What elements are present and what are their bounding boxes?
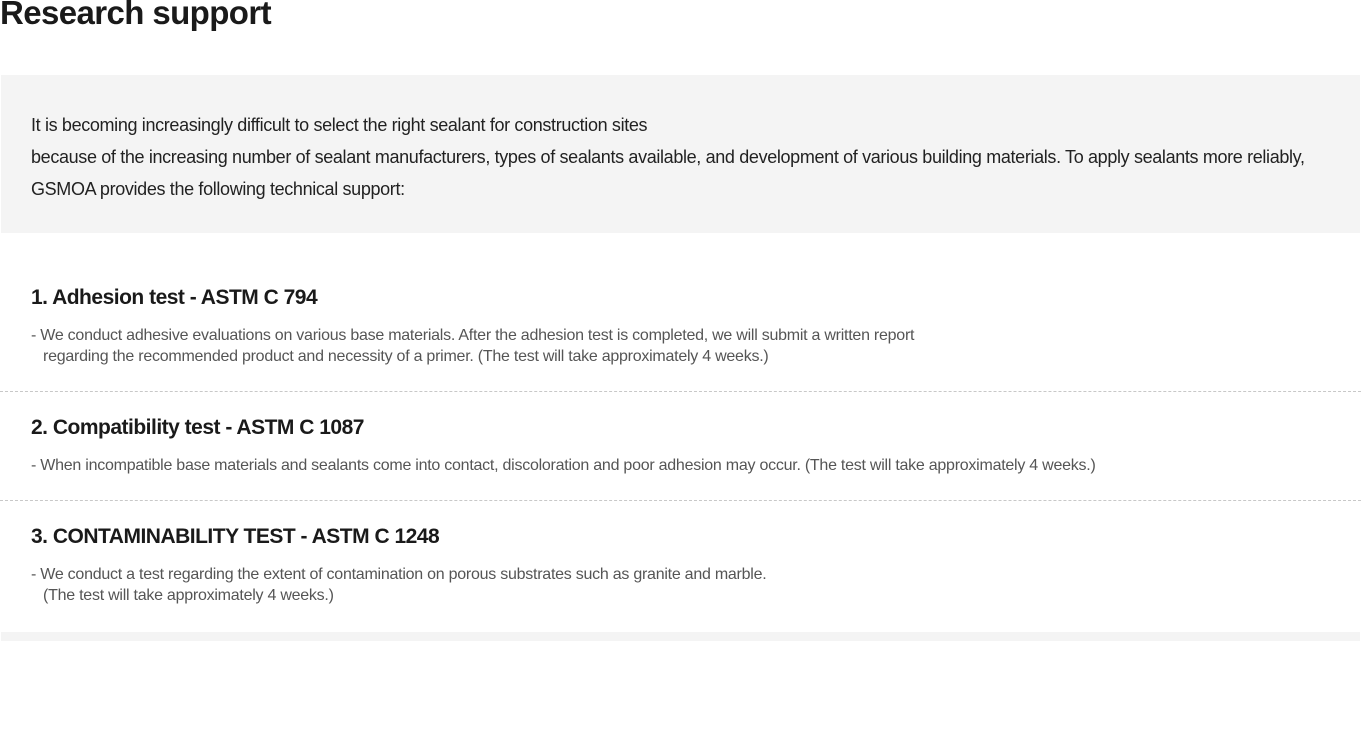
item-description-line: (The test will take approximately 4 weeks.) xyxy=(43,587,334,604)
divider xyxy=(0,500,1361,501)
item-title: 2. Compatibility test - ASTM C 1087 xyxy=(31,416,364,439)
item-description xyxy=(31,564,766,606)
item-description-line: - When incompatible base materials and sealants come into contact, discoloration and poor adhesion may occur. (The test will take approximately 4 weeks.) xyxy=(31,457,1096,474)
item-description-line: - We conduct a test regarding the extent of contamination on porous substrates such as granite and marble. xyxy=(31,566,767,583)
intro-line-1: It is becoming increasingly difficult to select the right sealant for construction sites xyxy=(31,115,648,135)
item-description xyxy=(31,325,914,367)
intro-line-2: because of the increasing number of sealant manufacturers, types of sealants available, and development of various building materials. To apply sealants more reliably, GSMOA provides the following technical support: xyxy=(31,147,1305,199)
page-title: Research support xyxy=(0,0,271,31)
item-description-line: regarding the recommended product and necessity of a primer. (The test will take approximately 4 weeks.) xyxy=(43,348,769,365)
item-description-line: - We conduct adhesive evaluations on various base materials. After the adhesion test is completed, we will submit a written report xyxy=(31,327,915,344)
item-title: 3. CONTAMINABILITY TEST - ASTM C 1248 xyxy=(31,525,440,548)
intro-text xyxy=(31,109,1341,205)
intro-box xyxy=(1,75,1360,233)
section-bottom-bar xyxy=(1,632,1360,641)
divider xyxy=(0,391,1361,392)
item-title: 1. Adhesion test - ASTM C 794 xyxy=(31,286,318,309)
item-description xyxy=(31,455,1096,476)
